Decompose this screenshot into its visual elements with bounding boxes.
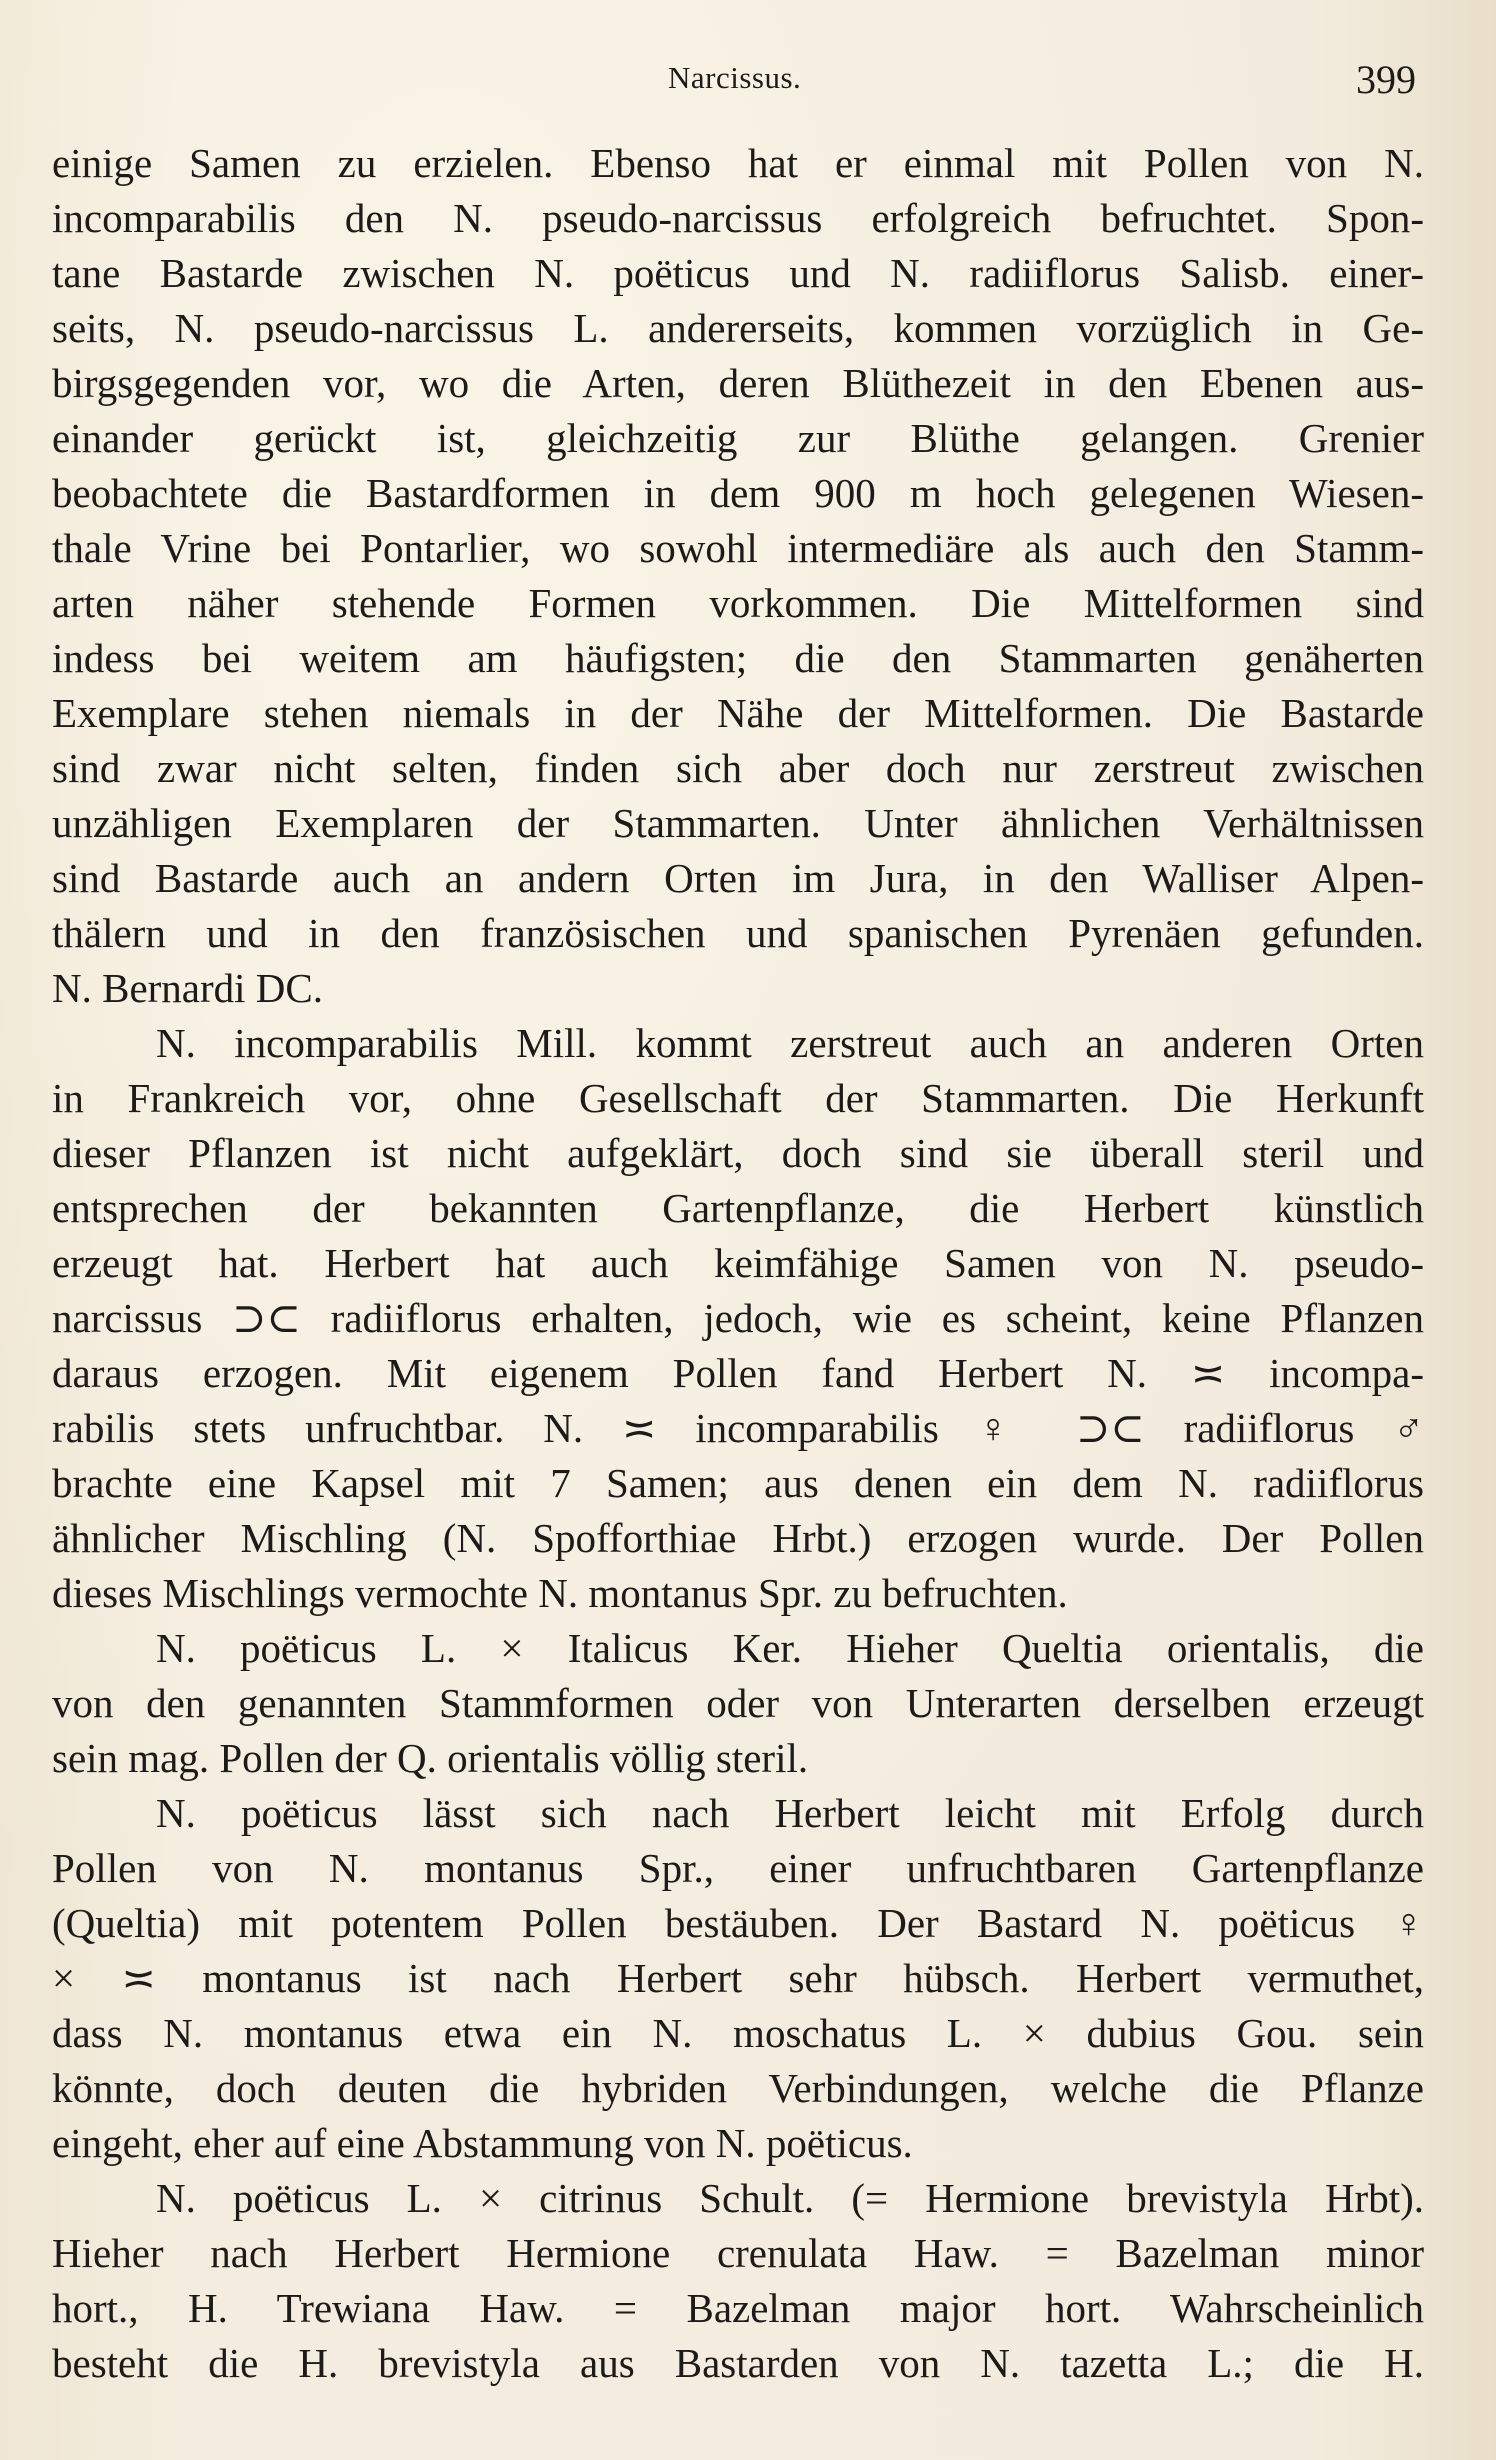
text-line: Hieher nach Herbert Hermione crenulata Haw. = Bazelman minor xyxy=(52,2230,1424,2276)
text-line: von den genannten Stammformen oder von Unterarten derselben erzeugt xyxy=(52,1680,1424,1726)
text-line: sein mag. Pollen der Q. orientalis völlig steril. xyxy=(52,1735,809,1781)
text-line: dieser Pflanzen ist nicht aufgeklärt, doch sind sie überall steril und xyxy=(52,1130,1424,1176)
text-line: in Frankreich vor, ohne Gesellschaft der Stammarten. Die Herkunft xyxy=(52,1075,1424,1121)
text-line: daraus erzogen. Mit eigenem Pollen fand Herbert N. ≍ incompa- xyxy=(52,1350,1424,1396)
text-line: dass N. montanus etwa ein N. moschatus L. × dubius Gou. sein xyxy=(52,2010,1424,2056)
text-line: rabilis stets unfruchtbar. N. ≍ incomparabilis ♀ ⊃⊂ radiiflorus ♂ xyxy=(52,1405,1424,1451)
text-line: einige Samen zu erzielen. Ebenso hat er einmal mit Pollen von N. xyxy=(52,140,1424,186)
text-line: tane Bastarde zwischen N. poëticus und N. radiiflorus Salisb. einer- xyxy=(52,250,1424,296)
text-line: sind zwar nicht selten, finden sich aber doch nur zerstreut zwischen xyxy=(52,745,1424,791)
text-line: beobachtete die Bastardformen in dem 900 m hoch gelegenen Wiesen- xyxy=(52,470,1424,516)
page-header xyxy=(0,52,1496,112)
text-line: brachte eine Kapsel mit 7 Samen; aus denen ein dem N. radiiflorus xyxy=(52,1460,1424,1506)
text-line: besteht die H. brevistyla aus Bastarden von N. tazetta L.; die H. xyxy=(52,2340,1424,2386)
text-line: incomparabilis den N. pseudo-narcissus erfolgreich befruchtet. Spon- xyxy=(52,195,1424,241)
text-line: (Queltia) mit potentem Pollen bestäuben. Der Bastard N. poëticus ♀ xyxy=(52,1900,1424,1946)
text-line: erzeugt hat. Herbert hat auch keimfähige Samen von N. pseudo- xyxy=(52,1240,1424,1286)
text-line: × ≍ montanus ist nach Herbert sehr hübsch. Herbert vermuthet, xyxy=(52,1955,1424,2001)
text-line: N. Bernardi DC. xyxy=(52,965,324,1011)
text-line: Exemplare stehen niemals in der Nähe der Mittelformen. Die Bastarde xyxy=(52,690,1424,736)
text-line: Pollen von N. montanus Spr., einer unfruchtbaren Gartenpflanze xyxy=(52,1845,1424,1891)
text-line: entsprechen der bekannten Gartenpflanze, die Herbert künstlich xyxy=(52,1185,1424,1231)
page-number: 399 xyxy=(1356,57,1416,102)
running-title: Narcissus. xyxy=(668,60,802,95)
text-line: N. poëticus lässt sich nach Herbert leicht mit Erfolg durch xyxy=(156,1790,1424,1836)
text-line: unzähligen Exemplaren der Stammarten. Unter ähnlichen Verhältnissen xyxy=(52,800,1424,846)
text-line: dieses Mischlings vermochte N. montanus Spr. zu befruchten. xyxy=(52,1570,1068,1616)
text-line: N. incomparabilis Mill. kommt zerstreut auch an anderen Orten xyxy=(156,1020,1424,1066)
text-line: hort., H. Trewiana Haw. = Bazelman major hort. Wahrscheinlich xyxy=(52,2285,1424,2331)
text-line: N. poëticus L. × Italicus Ker. Hieher Queltia orientalis, die xyxy=(156,1625,1424,1671)
text-line: sind Bastarde auch an andern Orten im Jura, in den Walliser Alpen- xyxy=(52,855,1424,901)
text-line: arten näher stehende Formen vorkommen. Die Mittelformen sind xyxy=(52,580,1424,626)
text-line: indess bei weitem am häufigsten; die den Stammarten genäherten xyxy=(52,635,1424,681)
text-line: N. poëticus L. × citrinus Schult. (= Hermione brevistyla Hrbt). xyxy=(156,2175,1424,2221)
text-line: seits, N. pseudo-narcissus L. andererseits, kommen vorzüglich in Ge- xyxy=(52,305,1424,351)
text-line: birgsgegenden vor, wo die Arten, deren Blüthezeit in den Ebenen aus- xyxy=(52,360,1424,406)
text-line: thälern und in den französischen und spanischen Pyrenäen gefunden. xyxy=(52,910,1424,956)
text-line: ähnlicher Mischling (N. Spofforthiae Hrbt.) erzogen wurde. Der Pollen xyxy=(52,1515,1424,1561)
text-line: einander gerückt ist, gleichzeitig zur Blüthe gelangen. Grenier xyxy=(52,415,1424,461)
text-line: narcissus ⊃⊂ radiiflorus erhalten, jedoch, wie es scheint, keine Pflanzen xyxy=(52,1295,1424,1341)
body-text xyxy=(52,136,1424,2391)
text-line: eingeht, eher auf eine Abstammung von N. poëticus. xyxy=(52,2120,913,2166)
text-line: könnte, doch deuten die hybriden Verbindungen, welche die Pflanze xyxy=(52,2065,1424,2111)
text-line: thale Vrine bei Pontarlier, wo sowohl intermediäre als auch den Stamm- xyxy=(52,525,1424,571)
